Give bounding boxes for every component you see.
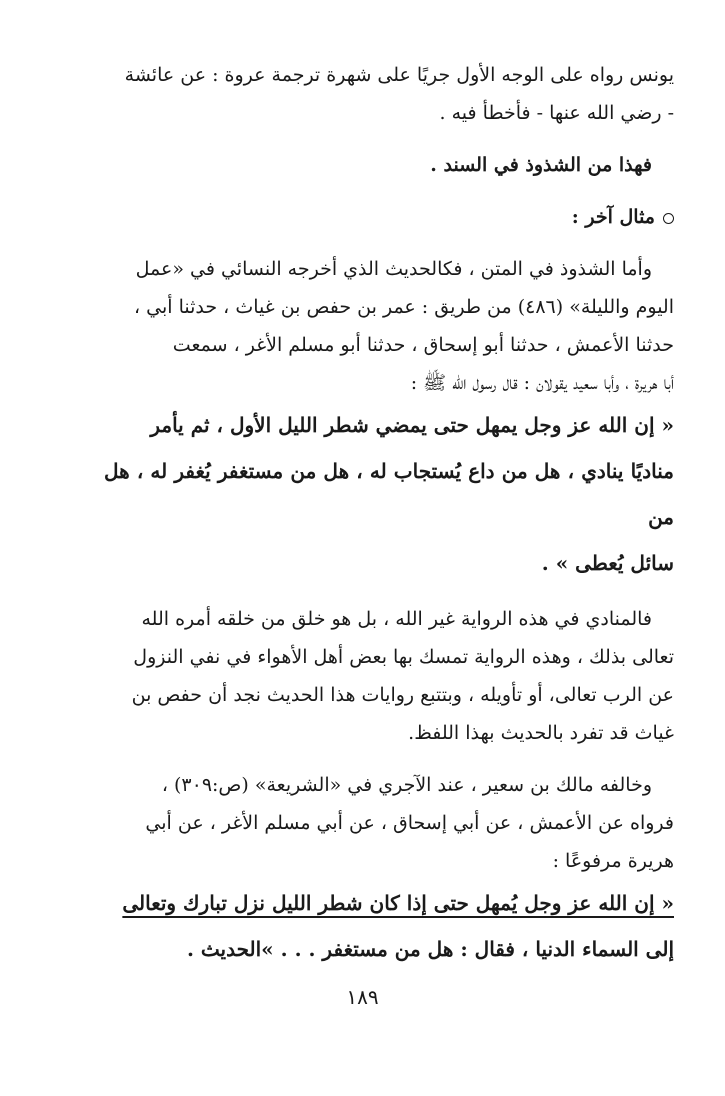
paragraph-1 (104, 56, 674, 132)
paragraph-4 (104, 250, 674, 402)
heading-example (104, 198, 674, 236)
paragraph-2: فهذا من الشذوذ في السند . (430, 154, 652, 176)
quote-line: مناديًا ينادي ، هل من داع يُستجاب له ، هل من مستغفر يُغفر له ، هل من (104, 459, 674, 529)
hadith-quote-2 (104, 880, 674, 972)
heading-text: مثال آخر : (571, 206, 655, 228)
text-line: تعالى بذلك ، وهذه الرواية تمسك بها بعض أهل الأهواء في نفي النزول (133, 646, 674, 668)
paragraph-6 (104, 600, 674, 752)
quote-line: « إن الله عز وجل يمهل حتى يمضي شطر الليل الأول ، ثم يأمر (150, 413, 674, 437)
text-line: - رضي الله عنها - فأخطأ فيه . (439, 102, 674, 124)
text-line: وخالفه مالك بن سعير ، عند الآجري في «الشريعة» (ص:٣٠٩) ، (161, 774, 652, 796)
text-line: غياث قد تفرد بالحديث بهذا اللفظ. (408, 722, 674, 744)
text-line: حدثنا الأعمش ، حدثنا أبو إسحاق ، حدثنا أبو مسلم الأغر ، سمعت (172, 334, 674, 356)
text-line: يونس رواه على الوجه الأول جريًا على شهرة ترجمة عروة : عن عائشة (124, 64, 674, 86)
quote-line: إلى السماء الدنيا ، فقال : هل من مستغفر . . . »الحديث . (186, 937, 674, 961)
document-page (104, 56, 674, 972)
text-line: اليوم والليلة» (٤٨٦) من طريق : عمر بن حفص بن غياث ، حدثنا أبي ، (133, 296, 674, 318)
paragraph-7 (104, 766, 674, 880)
quote-line: سائل يُعطى » . (541, 551, 674, 575)
text-line: عن الرب تعالى، أو تأويله ، وبتتبع روايات هذا الحديث نجد أن حفص بن (131, 684, 674, 706)
text-line: أبا هريرة ، وأبا سعيد يقولان : قال رسول الله ﷺ : (410, 372, 674, 394)
text-line: وأما الشذوذ في المتن ، فكالحديث الذي أخرجه النسائي في «عمل (135, 258, 652, 280)
circle-bullet-icon (663, 213, 674, 224)
text-line: هريرة مرفوعًا : (552, 850, 674, 872)
text-line: فرواه عن الأعمش ، عن أبي إسحاق ، عن أبي مسلم الأغر ، عن أبي (145, 812, 674, 834)
hadith-quote-1 (104, 402, 674, 586)
page-number: ١٨٩ (346, 985, 379, 1009)
text-line: فالمنادي في هذه الرواية غير الله ، بل هو خلق من خلقه أمره الله (141, 608, 652, 630)
quote-line: « إن الله عز وجل يُمهل حتى إذا كان شطر الليل نزل تبارك وتعالى (122, 891, 674, 915)
